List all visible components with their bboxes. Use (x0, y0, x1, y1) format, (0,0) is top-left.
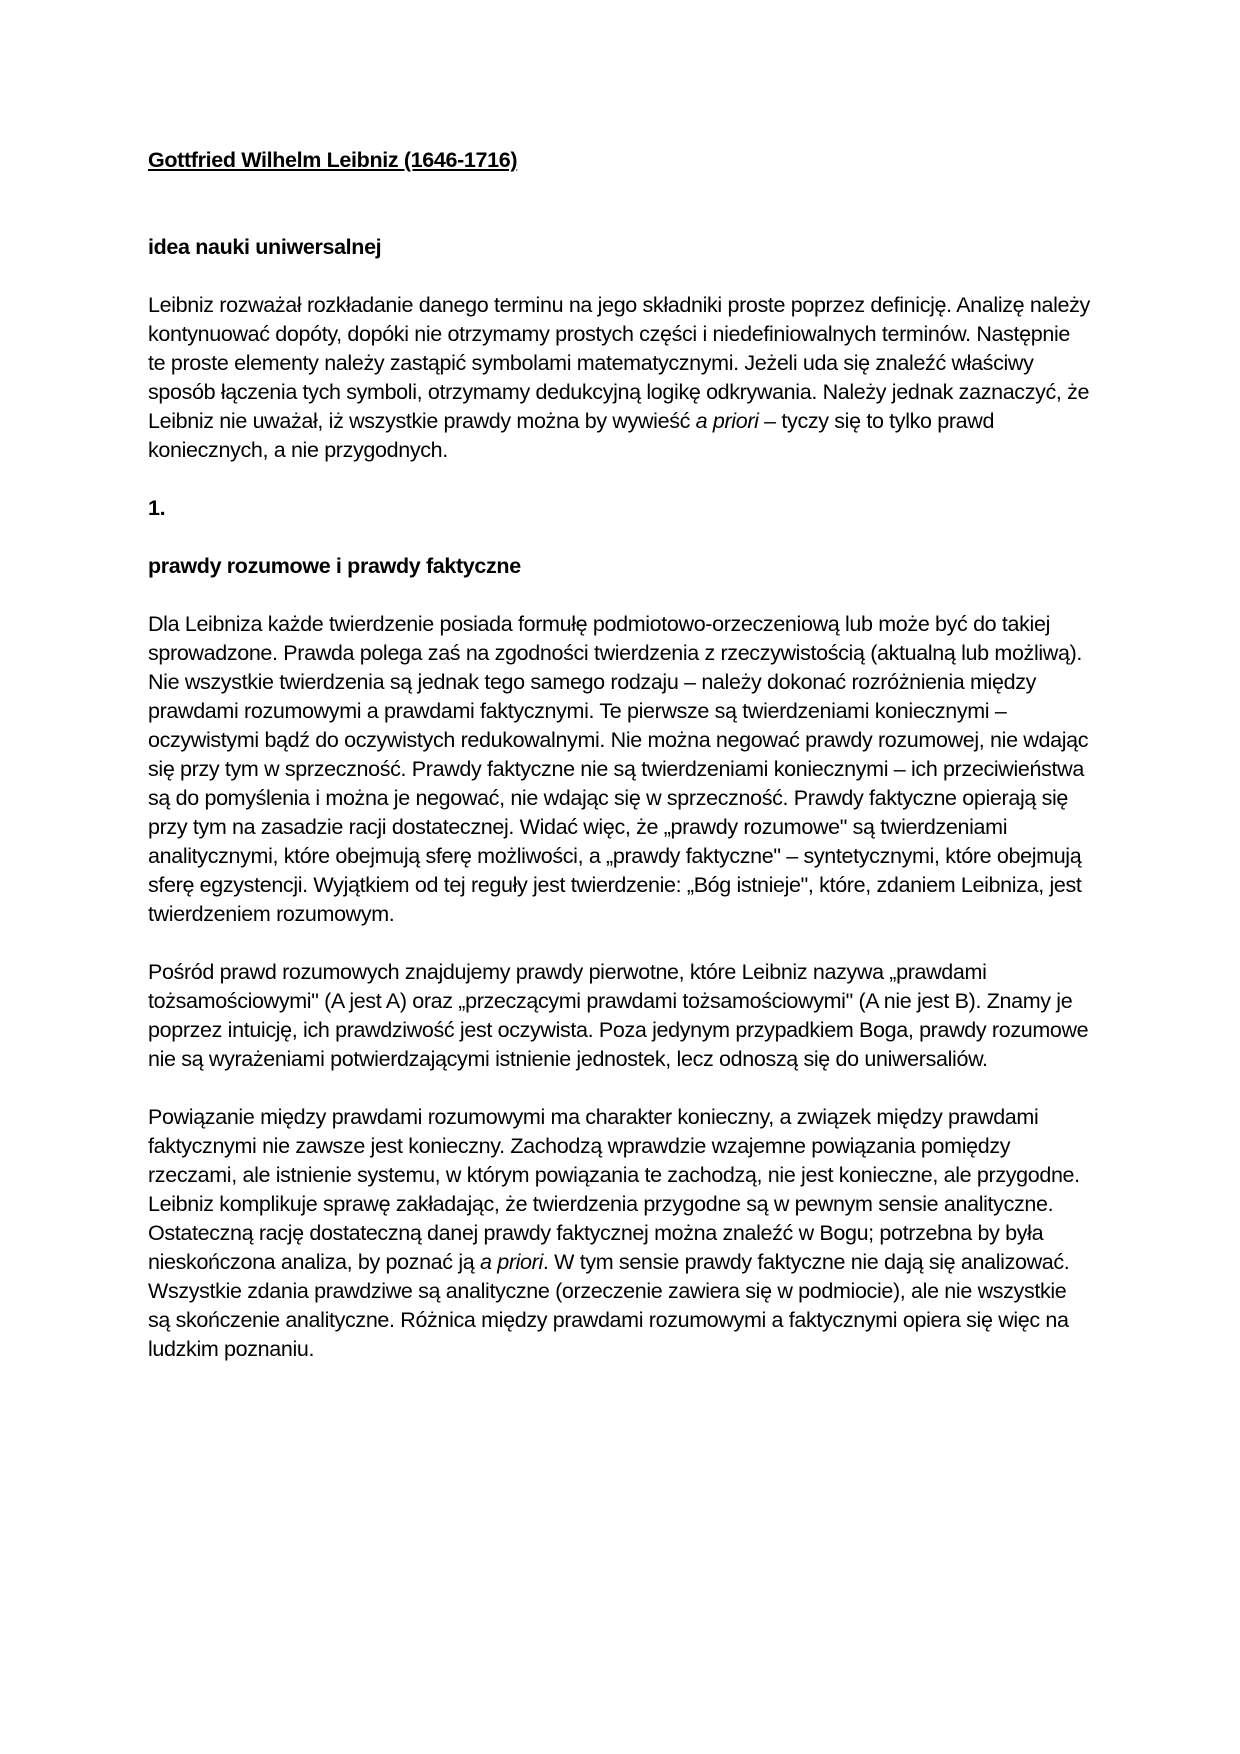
paragraph-idea (148, 291, 1092, 465)
section-heading-truths: prawdy rozumowe i prawdy faktyczne (148, 554, 521, 578)
paragraph-text: Leibniz rozważał rozkładanie danego terminu na jego składniki proste poprzez definicję. Analizę należy kontynuować dopóty, dopóki nie otrzymamy prostych części i niedefiniowalnych terminów. Następnie te proste elementy należy zastąpić symbolami matematycznymi. Jeżeli uda się znaleźć właściwy sposób łączenia tych symboli, otrzymamy dedukcyjną logikę odkrywania. Należy jednak zaznaczyć, że Leibniz nie uważał, iż wszystkie prawdy można by wywieść (148, 293, 1090, 433)
italic-term: a priori (479, 1250, 543, 1274)
section-heading-idea: idea nauki uniwersalnej (148, 235, 382, 259)
document-body (148, 146, 1092, 1364)
spacer (148, 262, 1092, 291)
spacer (148, 1074, 1092, 1103)
paragraph-text: . W tym sensie prawdy faktyczne nie dają się analizować. Wszystkie zdania prawdziwe są analityczne (orzeczenie zawiera się w podmiocie), ale nie wszystkie są skończenie analityczne. Różnica między prawdami rozumowymi a faktycznymi opiera się więc na ludzkim poznaniu. (148, 1250, 1070, 1361)
spacer (148, 929, 1092, 958)
paragraph-truths-3 (148, 1103, 1092, 1364)
spacer (148, 465, 1092, 494)
paragraph-truths-2: Pośród prawd rozumowych znajdujemy prawdy pierwotne, które Leibniz nazywa „prawdami tożsamościowymi" (A jest A) oraz „przeczącymi prawdami tożsamościowymi" (A nie jest B). Znamy je poprzez intuicję, ich prawdziwość jest oczywista. Poza jedynym przypadkiem Boga, prawdy rozumowe nie są wyrażeniami potwierdzającymi istnienie jednostek, lecz odnoszą się do uniwersaliów. (148, 960, 1089, 1071)
spacer (148, 175, 1092, 233)
paragraph-text: Powiązanie między prawdami rozumowymi ma charakter konieczny, a związek między prawdami faktycznymi nie zawsze jest konieczny. Zachodzą wprawdzie wzajemne powiązania pomiędzy rzeczami, ale istnienie systemu, w którym powiązania te zachodzą, nie jest konieczne, ale przygodne. Leibniz komplikuje sprawę zakładając, że twierdzenia przygodne są w pewnym sensie analityczne. Ostateczną rację dostateczną danej prawdy faktycznej można znaleźć w Bogu; potrzebna by była nieskończona analiza, by poznać ją (148, 1105, 1080, 1274)
paragraph-text: – tyczy się to tylko prawd koniecznych, a nie przygodnych. (148, 409, 995, 462)
list-number: 1. (148, 496, 166, 520)
spacer (148, 581, 1092, 610)
document-title: Gottfried Wilhelm Leibniz (1646-1716) (148, 148, 518, 172)
italic-term: a priori (695, 409, 759, 433)
spacer (148, 523, 1092, 552)
paragraph-truths-1: Dla Leibniza każde twierdzenie posiada formułę podmiotowo-orzeczeniową lub może być do takiej sprowadzone. Prawda polega zaś na zgodności twierdzenia z rzeczywistością (aktualną lub możliwą). Nie wszystkie twierdzenia są jednak tego samego rodzaju – należy dokonać rozróżnienia między prawdami rozumowymi a prawdami faktycznymi. Te pierwsze są twierdzeniami koniecznymi – oczywistymi bądź do oczywistych redukowalnymi. Nie można negować prawdy rozumowej, nie wdając się przy tym w sprzeczność. Prawdy faktyczne nie są twierdzeniami koniecznymi – ich przeciwieństwa są do pomyślenia i można je negować, nie wdając się w sprzeczność. Prawdy faktyczne opierają się przy tym na zasadzie racji dostatecznej. Widać więc, że „prawdy rozumowe" są twierdzeniami analitycznymi, które obejmują sferę możliwości, a „prawdy faktyczne" – syntetycznymi, które obejmują sferę egzystencji. Wyjątkiem od tej reguły jest twierdzenie: „Bóg istnieje", które, zdaniem Leibniza, jest twierdzeniem rozumowym. (148, 612, 1089, 926)
